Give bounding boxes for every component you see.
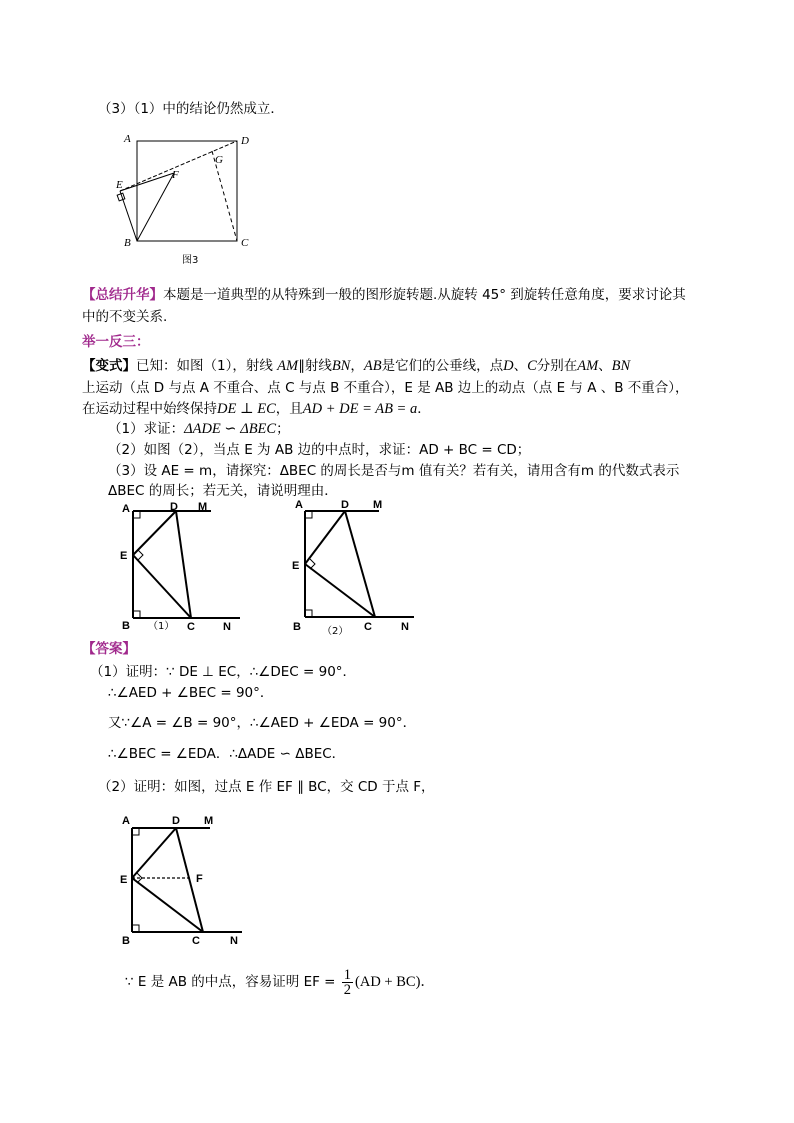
fig4-label-F: F (196, 873, 203, 885)
fig3-label-F: F (172, 169, 179, 181)
answer-line2: ∴∠AED + ∠BEC = 90°． (108, 685, 274, 701)
fig1-label-A: A (122, 503, 130, 515)
fig3-caption: 图3 (182, 255, 199, 266)
variant-line3: 在运动过程中始终保持DE ⊥ EC，且AD + DE = AB = a． (82, 401, 431, 417)
juyi-heading: 举一反三： (82, 334, 150, 350)
variant-line2: 上运动（点 D 与点 A 不重合、点 C 与点 B 不重合），E 是 AB 边上的动点（点 E 与 A 、B 不重合）， (82, 380, 689, 396)
answer-line3: 又∵∠A = ∠B = 90°，∴∠AED + ∠EDA = 90°． (108, 715, 417, 731)
answer-line1: （1）证明：∵ DE ⊥ EC，∴∠DEC = 90°． (90, 664, 357, 680)
fig3-label-D: D (241, 135, 249, 147)
answer-line5: （2）证明：如图，过点 E 作 EF ∥ BC，交 CD 于点 F， (98, 779, 435, 795)
figure-4 (118, 810, 248, 950)
answer-tag: 【答案】 (82, 641, 136, 657)
fig1-label-N: N (223, 621, 231, 633)
question-3: （3）设 AE = m，请探究：ΔBEC 的周长是否与m 值有关？若有关，请用含有m 的代数式表示 (108, 463, 680, 479)
figure-2 (289, 494, 419, 640)
fig1-label-C: C (187, 621, 195, 633)
summary-line2: 中的不变关系. (82, 309, 168, 325)
fig3-label-E: E (116, 179, 123, 191)
answer-line4: ∴∠BEC = ∠EDA．∴ΔADE ∽ ΔBEC． (108, 746, 346, 762)
fig2-label-M: M (373, 499, 383, 511)
fig2-label-C: C (364, 621, 372, 633)
fig4-label-B: B (122, 935, 130, 947)
fig1-caption: （1） (148, 621, 175, 632)
answer-last-line: ∵ E 是 AB 的中点，容易证明 EF = $\frac{1}{2}$ (AD + BC)． (125, 966, 435, 998)
fig1-label-D: D (170, 501, 178, 513)
fig4-label-D: D (172, 815, 180, 827)
fig2-label-D: D (341, 499, 349, 511)
figure-1 (118, 498, 248, 638)
fig4-label-A: A (122, 815, 130, 827)
fig3-label-B: B (124, 237, 131, 249)
fig4-label-N: N (230, 935, 238, 947)
fig4-label-M: M (204, 815, 214, 827)
fig4-label-C: C (192, 935, 200, 947)
fig1-label-E: E (120, 550, 128, 562)
fig3-label-A: A (124, 133, 131, 145)
question-1: （1）求证：ΔADE ∽ ΔBEC； (108, 421, 290, 437)
fig2-caption: （2） (322, 626, 349, 637)
fig1-label-B: B (122, 620, 130, 632)
variant-tag: 【变式】 (82, 358, 136, 374)
fig2-label-B: B (293, 621, 301, 633)
fig2-label-A: A (295, 499, 303, 511)
fraction-one-half: $\frac{1}{2}$ (343, 966, 352, 998)
fig3-label-C: C (241, 237, 249, 249)
summary-line1: 【总结升华】本题是一道典型的从特殊到一般的图形旋转题.从旋转 45° 到旋转任意角度，要求讨论其 (82, 287, 686, 303)
fig2-label-E: E (292, 560, 300, 572)
figure-3 (112, 128, 262, 268)
fig2-label-N: N (401, 621, 409, 633)
variant-line1: 【变式】已知：如图（1），射线 AM∥射线BN，AB是它们的公垂线，点D、C分别在AM、BN (82, 358, 631, 374)
fig1-label-M: M (198, 501, 208, 513)
summary-tag: 【总结升华】 (82, 287, 163, 303)
question-2: （2）如图（2），当点 E 为 AB 边的中点时，求证：AD + BC = CD； (108, 442, 531, 458)
part3-statement: （3）（1）中的结论仍然成立． (98, 101, 284, 117)
question-3-cont: ΔBEC 的周长；若无关，请说明理由． (108, 483, 338, 499)
fig3-label-G: G (215, 154, 223, 166)
fig4-label-E: E (120, 874, 128, 886)
